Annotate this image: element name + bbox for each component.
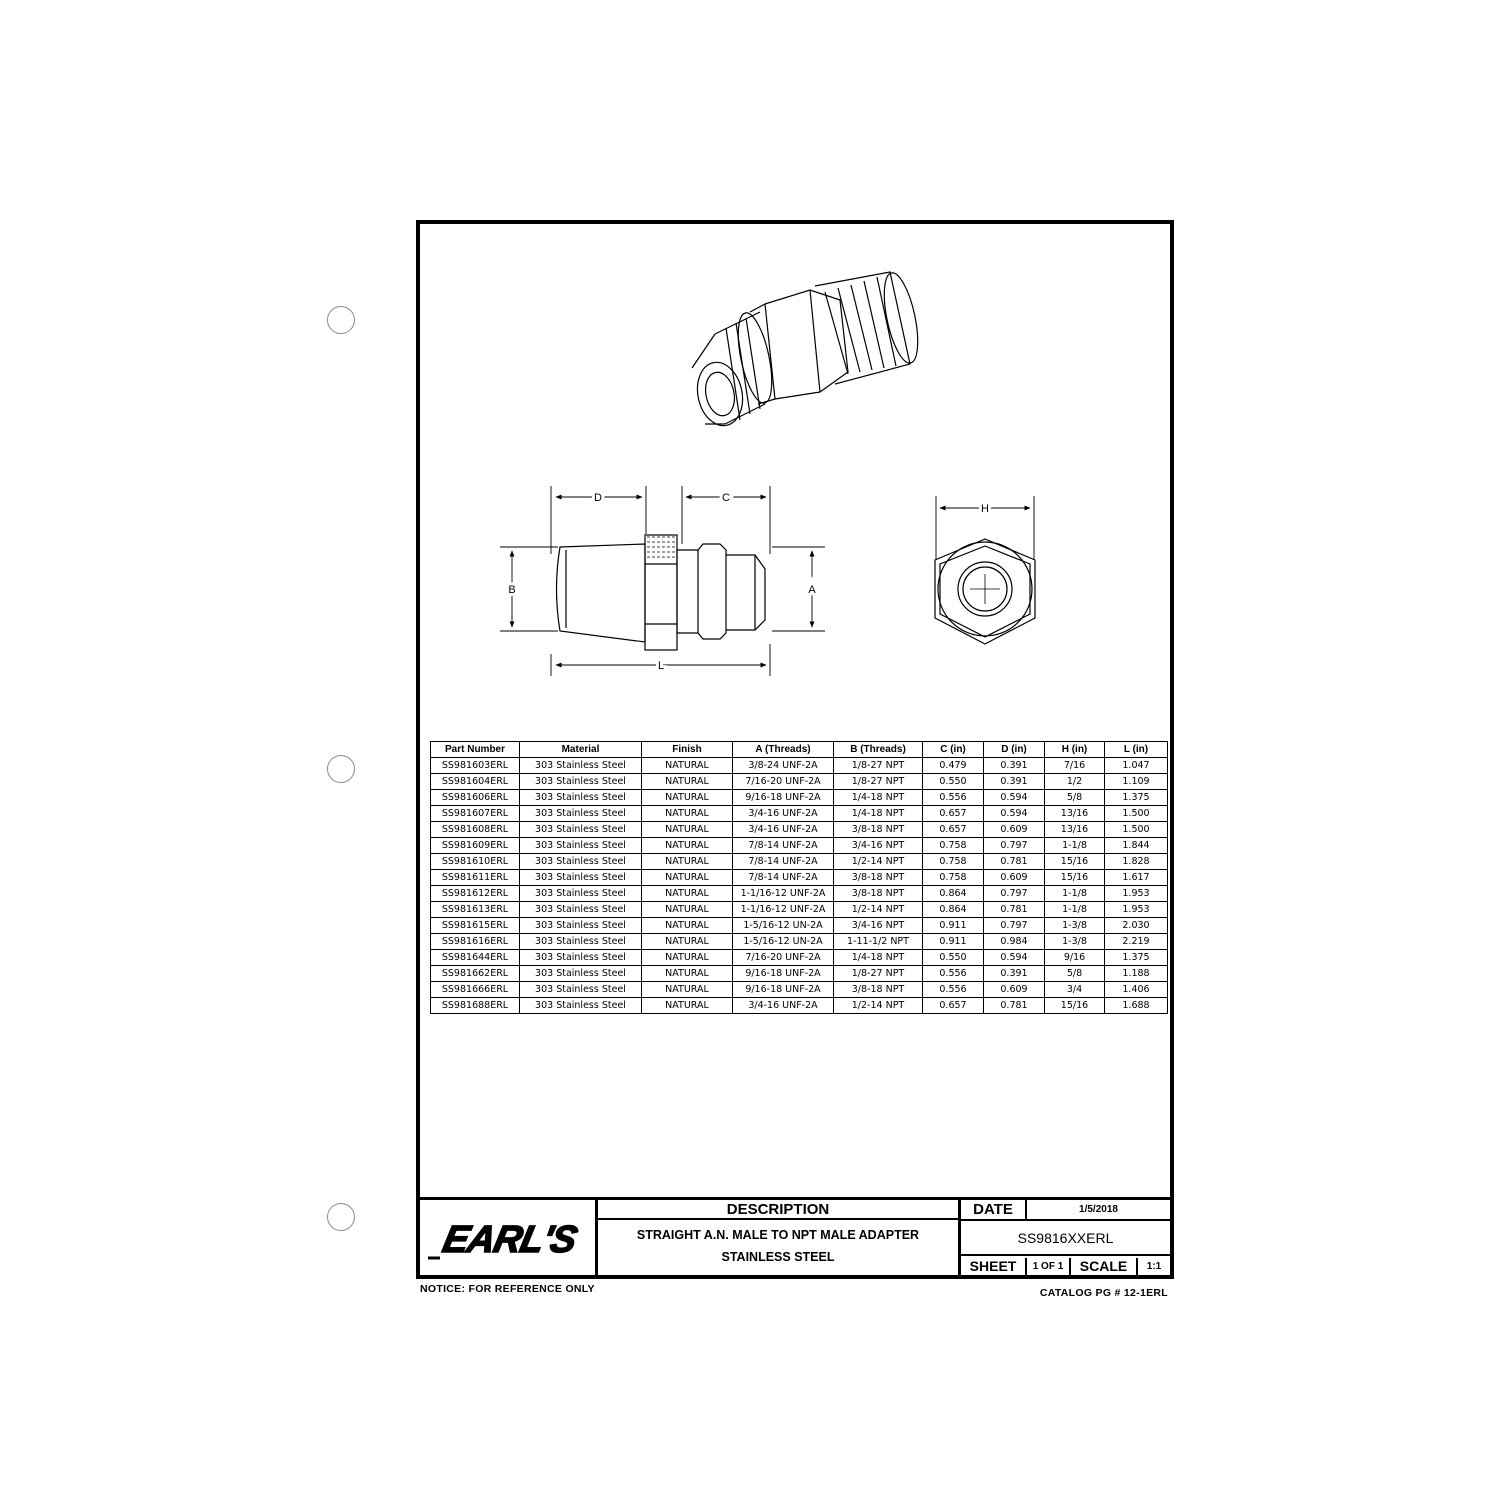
table-cell: 0.609 (984, 822, 1045, 838)
side-view (557, 535, 766, 650)
table-cell: 0.391 (984, 966, 1045, 982)
table-cell: 5/8 (1045, 966, 1105, 982)
dimension-lines (500, 486, 1034, 676)
end-view (935, 539, 1035, 644)
table-cell: 7/8-14 UNF-2A (733, 854, 834, 870)
table-cell: 0.911 (923, 934, 984, 950)
table-cell: 1.375 (1105, 790, 1168, 806)
spec-table-body (431, 758, 1168, 1014)
isometric-view (692, 270, 924, 430)
col-header: Part Number (431, 742, 520, 758)
table-cell: 303 Stainless Steel (520, 934, 642, 950)
table-cell: 1.844 (1105, 838, 1168, 854)
dim-label-l: L (657, 660, 665, 672)
table-cell: NATURAL (642, 998, 733, 1014)
date-row (961, 1200, 1170, 1221)
col-header: Finish (642, 742, 733, 758)
punch-hole-bottom (327, 1203, 355, 1231)
table-cell: 0.797 (984, 886, 1045, 902)
table-cell: 1.500 (1105, 822, 1168, 838)
table-cell: NATURAL (642, 982, 733, 998)
table-cell: 303 Stainless Steel (520, 806, 642, 822)
table-cell: 1/4-18 NPT (834, 806, 923, 822)
sheet-value: 1 OF 1 (1027, 1258, 1071, 1275)
table-cell: 5/8 (1045, 790, 1105, 806)
table-cell: 303 Stainless Steel (520, 998, 642, 1014)
drawing-sheet (416, 220, 1174, 1279)
sheet-label: SHEET (961, 1258, 1027, 1275)
table-row (431, 998, 1168, 1014)
table-header-row (431, 742, 1168, 758)
table-row (431, 822, 1168, 838)
table-cell: 303 Stainless Steel (520, 870, 642, 886)
table-cell: 3/4 (1045, 982, 1105, 998)
description-line-1: STRAIGHT A.N. MALE TO NPT MALE ADAPTER (636, 1228, 920, 1242)
table-cell: 0.657 (923, 806, 984, 822)
table-row (431, 950, 1168, 966)
table-cell: 0.984 (984, 934, 1045, 950)
table-cell: 0.797 (984, 918, 1045, 934)
table-cell: SS981606ERL (431, 790, 520, 806)
table-cell: 1.406 (1105, 982, 1168, 998)
table-cell: SS981608ERL (431, 822, 520, 838)
table-cell: SS981662ERL (431, 966, 520, 982)
table-cell: NATURAL (642, 918, 733, 934)
table-cell: 1-3/8 (1045, 918, 1105, 934)
table-cell: 1/2-14 NPT (834, 854, 923, 870)
table-cell: 1.375 (1105, 950, 1168, 966)
earls-logo-text: EARL'S (439, 1218, 580, 1261)
table-cell: 0.479 (923, 758, 984, 774)
table-row (431, 758, 1168, 774)
sheet-scale-row (961, 1258, 1170, 1275)
table-cell: SS981615ERL (431, 918, 520, 934)
table-cell: 0.758 (923, 870, 984, 886)
dim-label-c: C (722, 492, 730, 504)
title-block (420, 1197, 1170, 1275)
table-cell: 0.609 (984, 982, 1045, 998)
table-cell: SS981604ERL (431, 774, 520, 790)
table-cell: 1-1/8 (1045, 886, 1105, 902)
table-cell: 0.758 (923, 838, 984, 854)
table-cell: NATURAL (642, 822, 733, 838)
table-cell: 9/16-18 UNF-2A (733, 790, 834, 806)
table-cell: 303 Stainless Steel (520, 918, 642, 934)
table-cell: 0.594 (984, 806, 1045, 822)
table-cell: NATURAL (642, 774, 733, 790)
table-cell: SS981603ERL (431, 758, 520, 774)
table-cell: 15/16 (1045, 870, 1105, 886)
table-cell: 0.594 (984, 950, 1045, 966)
table-cell: 1.047 (1105, 758, 1168, 774)
table-row (431, 982, 1168, 998)
table-cell: 0.911 (923, 918, 984, 934)
table-cell: 0.864 (923, 886, 984, 902)
table-cell: 9/16 (1045, 950, 1105, 966)
table-cell: NATURAL (642, 758, 733, 774)
table-cell: SS981611ERL (431, 870, 520, 886)
date-label: DATE (961, 1200, 1027, 1219)
table-cell: NATURAL (642, 902, 733, 918)
table-cell: NATURAL (642, 886, 733, 902)
table-cell: 303 Stainless Steel (520, 886, 642, 902)
table-cell: 1/8-27 NPT (834, 758, 923, 774)
table-cell: SS981609ERL (431, 838, 520, 854)
table-cell: 7/16-20 UNF-2A (733, 774, 834, 790)
table-cell: 1.109 (1105, 774, 1168, 790)
table-cell: 1/8-27 NPT (834, 966, 923, 982)
table-cell: 0.391 (984, 758, 1045, 774)
scale-label: SCALE (1071, 1258, 1138, 1275)
punch-hole-top (327, 306, 355, 334)
table-cell: 0.594 (984, 790, 1045, 806)
table-cell: 1-3/8 (1045, 934, 1105, 950)
table-cell: 1/2-14 NPT (834, 998, 923, 1014)
table-cell: 0.781 (984, 998, 1045, 1014)
description-line-2: STAINLESS STEEL (721, 1250, 835, 1264)
table-cell: 0.556 (923, 966, 984, 982)
table-cell: 303 Stainless Steel (520, 966, 642, 982)
col-header: A (Threads) (733, 742, 834, 758)
table-cell: 3/4-16 UNF-2A (733, 806, 834, 822)
punch-hole-middle (327, 755, 355, 783)
table-cell: 303 Stainless Steel (520, 774, 642, 790)
col-header: L (in) (1105, 742, 1168, 758)
table-cell: 3/4-16 NPT (834, 838, 923, 854)
table-cell: NATURAL (642, 966, 733, 982)
table-cell: 1.688 (1105, 998, 1168, 1014)
table-cell: 0.550 (923, 950, 984, 966)
table-cell: SS981688ERL (431, 998, 520, 1014)
table-cell: NATURAL (642, 870, 733, 886)
dim-label-b: B (508, 584, 516, 596)
table-cell: 1.617 (1105, 870, 1168, 886)
dim-label-h: H (981, 503, 989, 515)
table-cell: 1-5/16-12 UN-2A (733, 934, 834, 950)
table-row (431, 838, 1168, 854)
table-cell: 0.657 (923, 998, 984, 1014)
table-cell: 13/16 (1045, 822, 1105, 838)
table-cell: 0.657 (923, 822, 984, 838)
table-cell: 1/4-18 NPT (834, 790, 923, 806)
date-value: 1/5/2018 (1079, 1204, 1118, 1215)
table-cell: NATURAL (642, 934, 733, 950)
technical-drawings (420, 224, 1170, 724)
table-cell: NATURAL (642, 838, 733, 854)
table-cell: 0.550 (923, 774, 984, 790)
table-cell: NATURAL (642, 790, 733, 806)
table-cell: 1.500 (1105, 806, 1168, 822)
table-cell: 303 Stainless Steel (520, 838, 642, 854)
table-row (431, 902, 1168, 918)
table-cell: 1.953 (1105, 886, 1168, 902)
table-row (431, 790, 1168, 806)
table-cell: 1-11-1/2 NPT (834, 934, 923, 950)
table-row (431, 806, 1168, 822)
description-header: DESCRIPTION (598, 1200, 958, 1220)
table-cell: 3/8-18 NPT (834, 886, 923, 902)
table-cell: 1/2 (1045, 774, 1105, 790)
col-header: Material (520, 742, 642, 758)
table-cell: NATURAL (642, 806, 733, 822)
table-cell: 15/16 (1045, 998, 1105, 1014)
table-cell: 1-5/16-12 UN-2A (733, 918, 834, 934)
table-cell: 3/4-16 UNF-2A (733, 822, 834, 838)
table-row (431, 918, 1168, 934)
table-cell: 0.556 (923, 790, 984, 806)
table-cell: 0.556 (923, 982, 984, 998)
table-cell: 1.828 (1105, 854, 1168, 870)
spec-table (430, 741, 1168, 1014)
table-cell: 303 Stainless Steel (520, 854, 642, 870)
catalog-page: CATALOG PG # 12-1ERL (1039, 1287, 1168, 1299)
table-cell: 1/8-27 NPT (834, 774, 923, 790)
table-cell: 1.188 (1105, 966, 1168, 982)
table-row (431, 870, 1168, 886)
table-cell: 1/2-14 NPT (834, 902, 923, 918)
table-cell: 0.609 (984, 870, 1045, 886)
table-cell: 1/4-18 NPT (834, 950, 923, 966)
table-cell: 1-1/8 (1045, 902, 1105, 918)
table-cell: 1-1/8 (1045, 838, 1105, 854)
table-cell: 7/16-20 UNF-2A (733, 950, 834, 966)
table-cell: 3/4-16 NPT (834, 918, 923, 934)
table-row (431, 854, 1168, 870)
dim-label-a: A (808, 584, 816, 596)
col-header: C (in) (923, 742, 984, 758)
table-cell: 3/8-18 NPT (834, 822, 923, 838)
table-cell: 303 Stainless Steel (520, 758, 642, 774)
table-cell: 0.864 (923, 902, 984, 918)
table-row (431, 886, 1168, 902)
table-cell: 9/16-18 UNF-2A (733, 966, 834, 982)
table-cell: 303 Stainless Steel (520, 982, 642, 998)
table-cell: NATURAL (642, 854, 733, 870)
table-cell: 0.797 (984, 838, 1045, 854)
table-cell: 3/8-18 NPT (834, 870, 923, 886)
table-cell: 0.391 (984, 774, 1045, 790)
table-cell: 2.219 (1105, 934, 1168, 950)
table-cell: 13/16 (1045, 806, 1105, 822)
table-cell: 15/16 (1045, 854, 1105, 870)
part-number: SS9816XXERL (961, 1221, 1170, 1256)
table-cell: SS981644ERL (431, 950, 520, 966)
table-cell: 1.953 (1105, 902, 1168, 918)
notice-text: NOTICE: FOR REFERENCE ONLY (420, 1283, 595, 1295)
table-cell: 303 Stainless Steel (520, 790, 642, 806)
table-row (431, 966, 1168, 982)
col-header: B (Threads) (834, 742, 923, 758)
table-cell: 303 Stainless Steel (520, 950, 642, 966)
table-cell: SS981613ERL (431, 902, 520, 918)
table-row (431, 934, 1168, 950)
logo-cell (420, 1200, 598, 1275)
table-cell: SS981666ERL (431, 982, 520, 998)
table-cell: 7/8-14 UNF-2A (733, 838, 834, 854)
table-cell: 303 Stainless Steel (520, 822, 642, 838)
table-cell: 3/8-18 NPT (834, 982, 923, 998)
table-cell: 1-1/16-12 UNF-2A (733, 886, 834, 902)
table-cell: 303 Stainless Steel (520, 902, 642, 918)
col-header: H (in) (1045, 742, 1105, 758)
table-cell: SS981607ERL (431, 806, 520, 822)
table-cell: 3/8-24 UNF-2A (733, 758, 834, 774)
table-cell: 2.030 (1105, 918, 1168, 934)
table-cell: 0.781 (984, 854, 1045, 870)
table-cell: SS981616ERL (431, 934, 520, 950)
table-row (431, 774, 1168, 790)
scale-value: 1:1 (1146, 1261, 1162, 1272)
info-cell (961, 1200, 1170, 1275)
table-cell: 3/4-16 UNF-2A (733, 998, 834, 1014)
table-cell: 0.758 (923, 854, 984, 870)
description-cell (598, 1200, 961, 1275)
table-cell: 9/16-18 UNF-2A (733, 982, 834, 998)
table-cell: 1-1/16-12 UNF-2A (733, 902, 834, 918)
dim-label-d: D (594, 492, 602, 504)
table-cell: SS981610ERL (431, 854, 520, 870)
table-cell: 7/8-14 UNF-2A (733, 870, 834, 886)
table-cell: 7/16 (1045, 758, 1105, 774)
table-cell: SS981612ERL (431, 886, 520, 902)
col-header: D (in) (984, 742, 1045, 758)
table-cell: 0.781 (984, 902, 1045, 918)
earls-logo (420, 1200, 595, 1275)
table-cell: NATURAL (642, 950, 733, 966)
